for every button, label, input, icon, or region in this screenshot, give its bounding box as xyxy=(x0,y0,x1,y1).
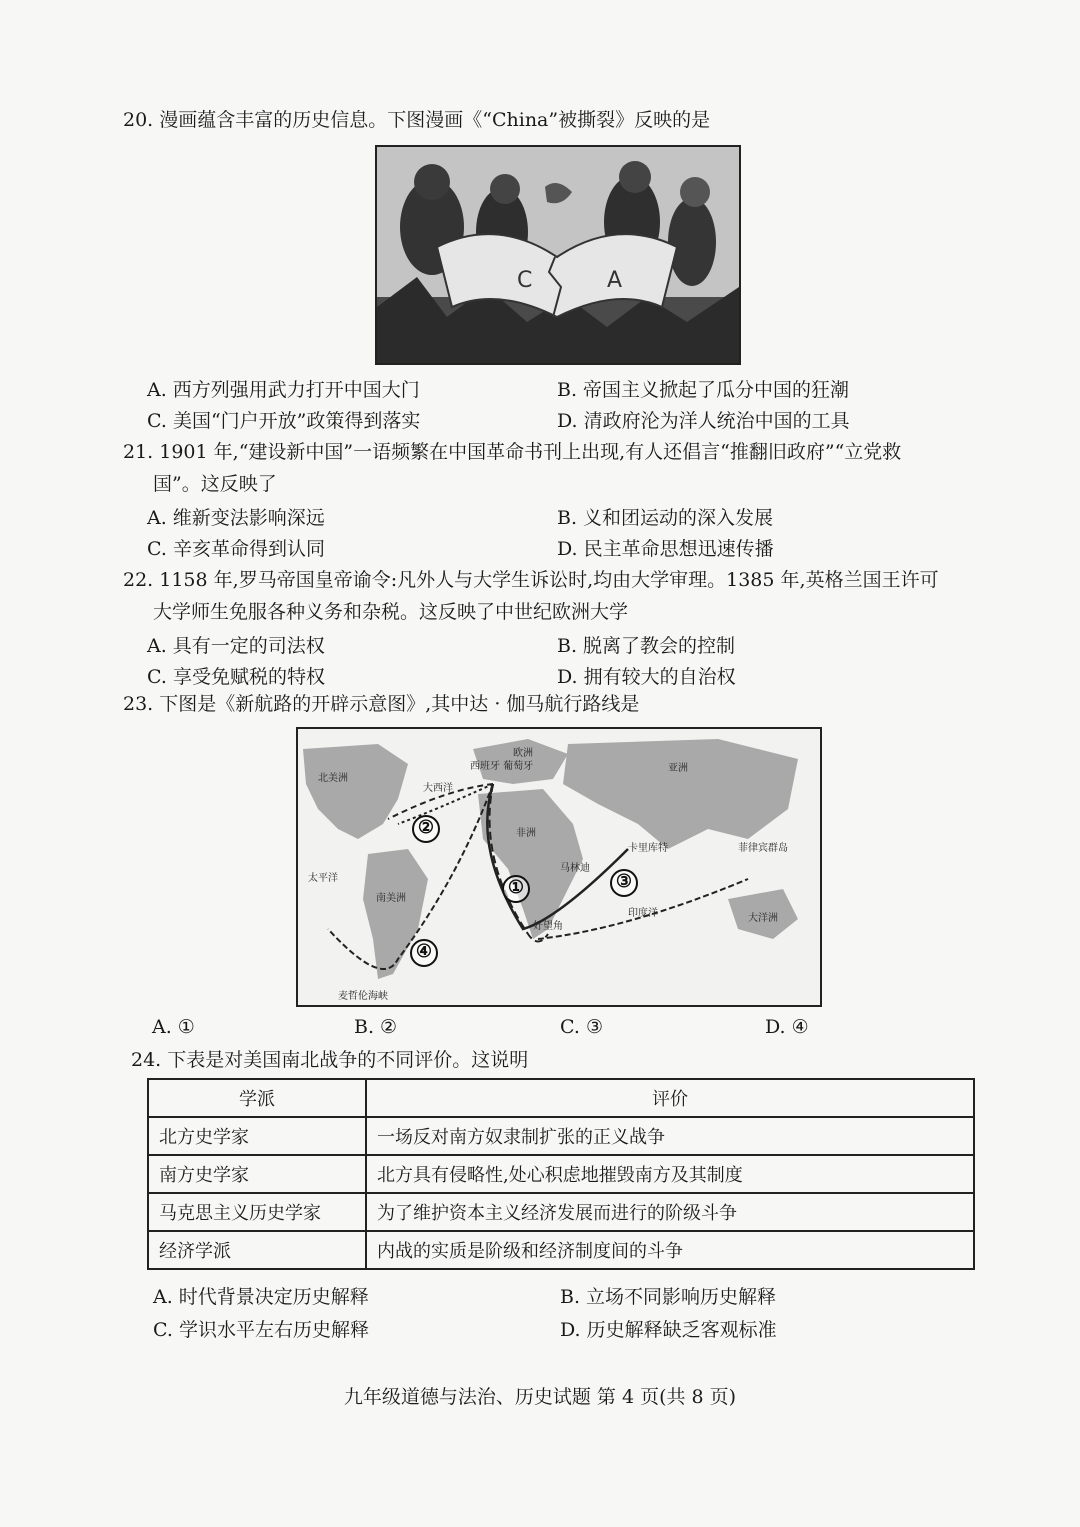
label-north-america: 北美洲 xyxy=(318,773,348,784)
label-good-hope: 好望角 xyxy=(533,921,563,932)
q23-option-c[interactable]: C. ③ xyxy=(560,1016,603,1038)
label-indian-ocean: 印度洋 xyxy=(628,908,658,919)
label-philippines: 菲律宾群岛 xyxy=(738,843,788,854)
table-cell-evaluation: 内战的实质是阶级和经济制度间的斗争 xyxy=(366,1231,974,1269)
q21-stem-line1: 21. 1901 年,“建设新中国”一语频繁在中国革命书刊上出现,有人还倡言“推翻旧政府”“立党救 xyxy=(123,441,902,463)
q21-option-b[interactable]: B. 义和团运动的深入发展 xyxy=(557,507,774,529)
q23-stem: 23. 下图是《新航路的开辟示意图》,其中达 · 伽马航行路线是 xyxy=(123,693,640,715)
route-marker-2: ② xyxy=(412,815,440,843)
q21-option-a[interactable]: A. 维新变法影响深远 xyxy=(147,507,325,529)
route-marker-4: ④ xyxy=(410,939,438,967)
table-row xyxy=(148,1231,974,1269)
q21-option-c[interactable]: C. 辛亥革命得到认同 xyxy=(147,538,325,560)
q22-option-c[interactable]: C. 享受免赋税的特权 xyxy=(147,666,325,688)
label-oceania: 大洋洲 xyxy=(748,913,778,924)
table-cell-evaluation: 北方具有侵略性,处心积虑地摧毁南方及其制度 xyxy=(366,1155,974,1193)
table-header-row xyxy=(148,1079,974,1117)
new-routes-map xyxy=(296,727,822,1007)
label-malindi: 马林迪 xyxy=(560,863,590,874)
q23-option-b[interactable]: B. ② xyxy=(354,1016,398,1038)
q22-option-a[interactable]: A. 具有一定的司法权 xyxy=(147,635,325,657)
q23-option-a[interactable]: A. ① xyxy=(152,1016,195,1038)
svg-text:C: C xyxy=(517,268,533,293)
q24-option-a[interactable]: A. 时代背景决定历史解释 xyxy=(153,1286,369,1308)
table-cell-evaluation: 一场反对南方奴隶制扩张的正义战争 xyxy=(366,1117,974,1155)
label-magellan: 麦哲伦海峡 xyxy=(338,991,388,1002)
label-asia: 亚洲 xyxy=(668,763,688,774)
q20-stem: 20. 漫画蕴含丰富的历史信息。下图漫画《“China”被撕裂》反映的是 xyxy=(123,109,711,131)
world-map xyxy=(298,729,820,1005)
q20-option-a[interactable]: A. 西方列强用武力打开中国大门 xyxy=(147,379,420,401)
label-pacific: 太平洋 xyxy=(308,873,338,884)
cartoon-illustration xyxy=(377,147,739,363)
q21-stem-line2: 国”。这反映了 xyxy=(153,473,277,495)
q24-option-b[interactable]: B. 立场不同影响历史解释 xyxy=(560,1286,777,1308)
label-calicut: 卡里库特 xyxy=(628,843,668,854)
label-europe: 欧洲 xyxy=(513,748,533,759)
table-header-school: 学派 xyxy=(148,1079,366,1117)
q21-option-d[interactable]: D. 民主革命思想迅速传播 xyxy=(557,538,774,560)
q20-option-c[interactable]: C. 美国“门户开放”政策得到落实 xyxy=(147,410,421,432)
table-row xyxy=(148,1193,974,1231)
route-marker-3: ③ xyxy=(610,869,638,897)
q20-option-b[interactable]: B. 帝国主义掀起了瓜分中国的狂潮 xyxy=(557,379,850,401)
q22-stem-line2: 大学师生免服各种义务和杂税。这反映了中世纪欧洲大学 xyxy=(153,601,629,623)
cartoon-china-torn xyxy=(375,145,741,365)
q24-option-d[interactable]: D. 历史解释缺乏客观标准 xyxy=(560,1319,777,1341)
table-cell-school: 北方史学家 xyxy=(148,1117,366,1155)
table-cell-school: 南方史学家 xyxy=(148,1155,366,1193)
q22-option-b[interactable]: B. 脱离了教会的控制 xyxy=(557,635,736,657)
label-atlantic: 大西洋 xyxy=(423,783,453,794)
table-row xyxy=(148,1155,974,1193)
table-cell-school: 经济学派 xyxy=(148,1231,366,1269)
label-spain-portugal: 西班牙 葡萄牙 xyxy=(470,761,534,772)
svg-text:A: A xyxy=(607,268,623,293)
route-marker-1: ① xyxy=(502,875,530,903)
q23-option-d[interactable]: D. ④ xyxy=(765,1016,809,1038)
page-footer: 九年级道德与法治、历史试题 第 4 页(共 8 页) xyxy=(343,1386,737,1408)
q24-stem: 24. 下表是对美国南北战争的不同评价。这说明 xyxy=(131,1049,529,1071)
table-cell-evaluation: 为了维护资本主义经济发展而进行的阶级斗争 xyxy=(366,1193,974,1231)
q24-option-c[interactable]: C. 学识水平左右历史解释 xyxy=(153,1319,369,1341)
label-south-america: 南美洲 xyxy=(376,893,406,904)
table-row xyxy=(148,1117,974,1155)
label-africa: 非洲 xyxy=(516,828,536,839)
q22-stem-line1: 22. 1158 年,罗马帝国皇帝谕令:凡外人与大学生诉讼时,均由大学审理。1385 年,英格兰国王许可 xyxy=(123,569,939,591)
table-header-evaluation: 评价 xyxy=(366,1079,974,1117)
table-cell-school: 马克思主义历史学家 xyxy=(148,1193,366,1231)
q20-option-d[interactable]: D. 清政府沦为洋人统治中国的工具 xyxy=(557,410,850,432)
q22-option-d[interactable]: D. 拥有较大的自治权 xyxy=(557,666,736,688)
evaluation-table xyxy=(147,1078,975,1270)
